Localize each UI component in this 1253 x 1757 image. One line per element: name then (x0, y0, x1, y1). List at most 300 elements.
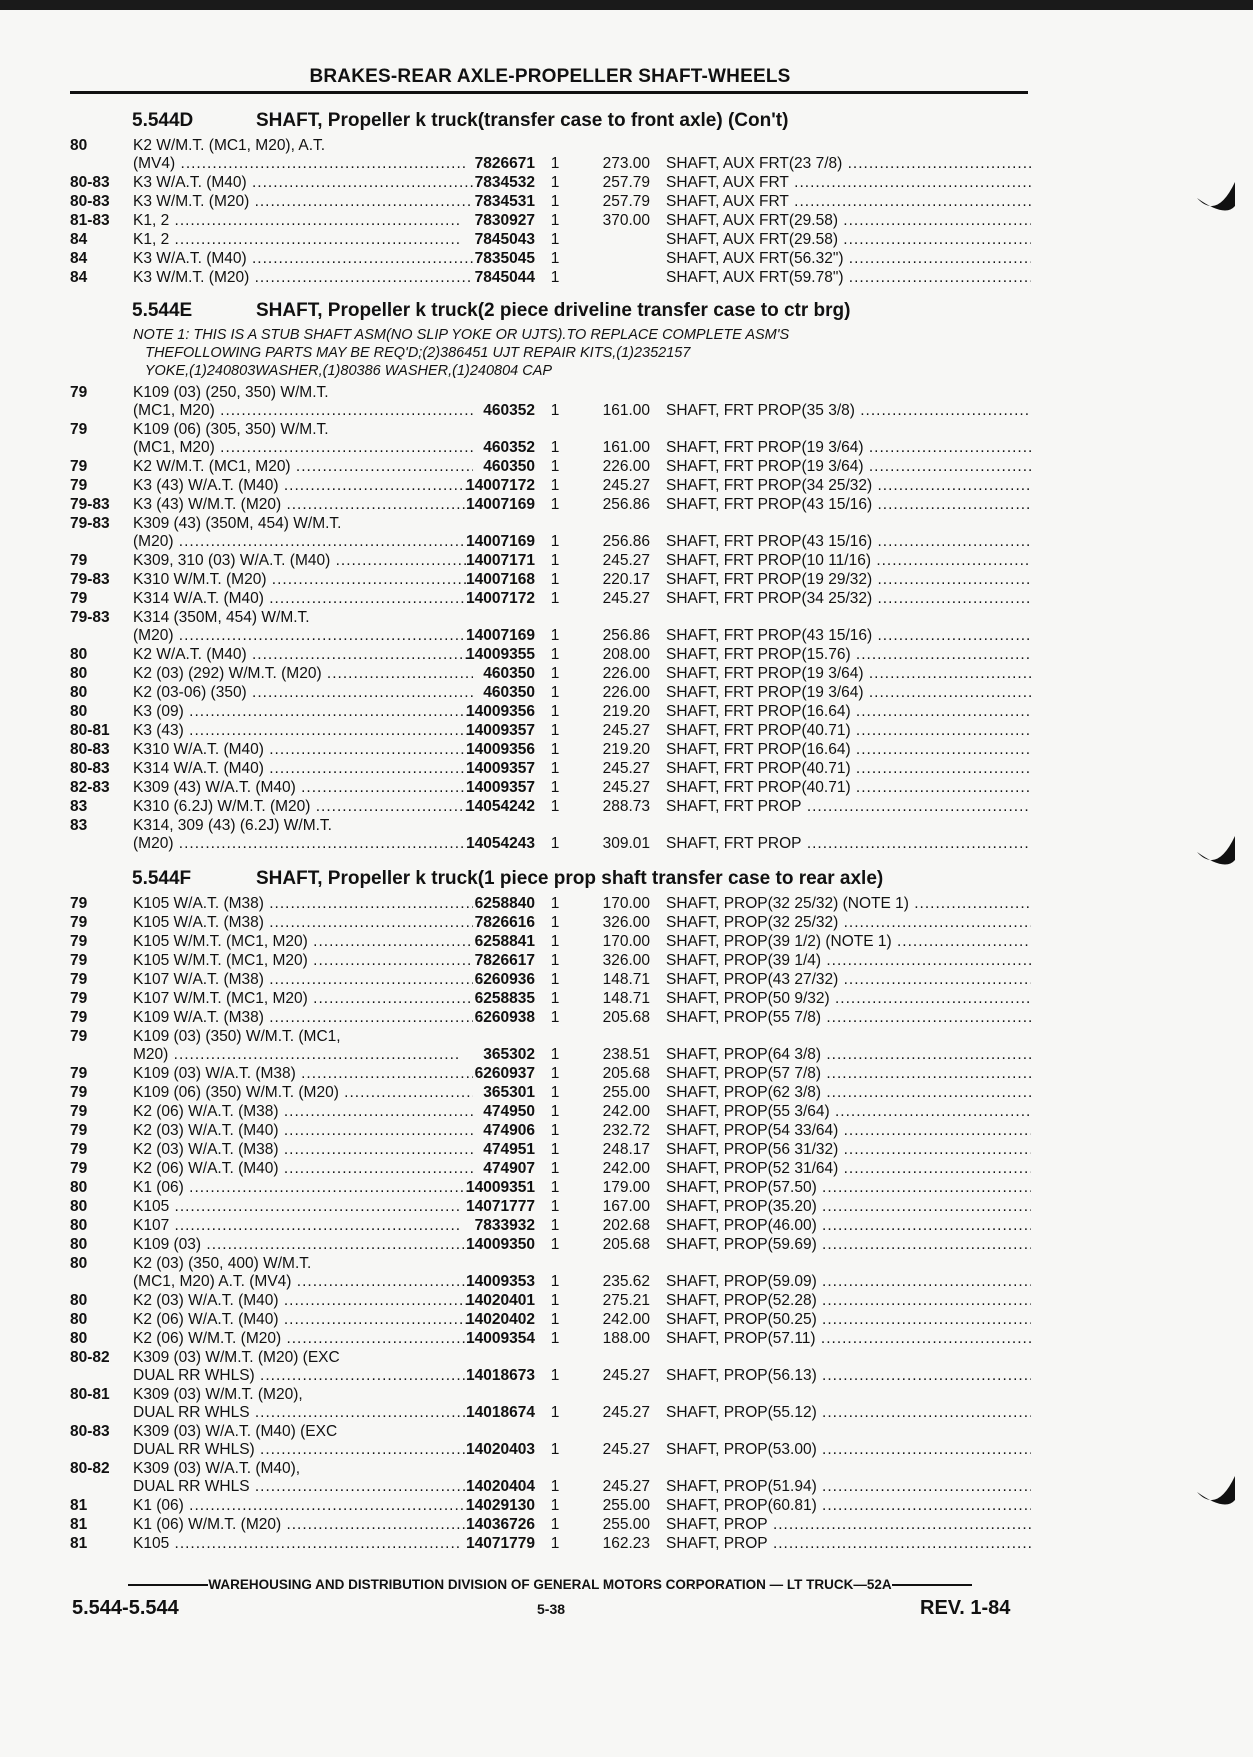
application-desc: (MC1, M20) ..... (133, 438, 473, 457)
parts-row (70, 778, 1030, 797)
application-desc: K309 (43) W/A.T. (M40) ..... (133, 778, 473, 797)
part-number: 460350 (483, 458, 535, 475)
price: 245.27 (602, 1404, 650, 1421)
model-year: 79 (70, 552, 88, 569)
section-title: SHAFT, Propeller k truck(2 piece driveline transfer case to ctr brg) (256, 300, 851, 321)
part-number: 14009355 (466, 646, 535, 663)
quantity: 1 (550, 914, 560, 931)
parts-row (70, 1064, 1030, 1083)
price: 248.17 (602, 1141, 650, 1158)
model-year: 80 (70, 703, 88, 720)
parts-row (70, 401, 1030, 420)
parts-row (70, 192, 1030, 211)
model-year: 80-81 (70, 1386, 110, 1403)
quantity: 1 (550, 665, 560, 682)
part-name: SHAFT, FRT PROP(19 3/64) ..... (666, 438, 1031, 457)
model-year: 79-83 (70, 609, 110, 626)
parts-row (70, 1310, 1030, 1329)
parts-row (70, 1385, 1030, 1403)
parts-row (70, 1008, 1030, 1027)
quantity: 1 (550, 971, 560, 988)
quantity: 1 (550, 1236, 560, 1253)
model-year: 82-83 (70, 779, 110, 796)
application-desc: K105 W/A.T. (M38) ..... (133, 894, 473, 913)
parts-row (70, 970, 1030, 989)
part-name: SHAFT, AUX FRT ..... (666, 173, 1031, 192)
quantity: 1 (550, 1311, 560, 1328)
quantity: 1 (550, 1497, 560, 1514)
parts-row (70, 457, 1030, 476)
price: 256.86 (602, 533, 650, 550)
price: 255.00 (602, 1516, 650, 1533)
application-desc: K2 (03-06) (350) ..... (133, 683, 473, 702)
quantity: 1 (550, 571, 560, 588)
application-desc: (MC1, M20) A.T. (MV4) ..... (133, 1272, 473, 1291)
application-desc: K2 (03) (350, 400) W/M.T. (133, 1255, 312, 1272)
quantity: 1 (550, 952, 560, 969)
part-number: 14007169 (466, 533, 535, 550)
part-name: SHAFT, PROP(52 31/64) ..... (666, 1159, 1031, 1178)
price: 170.00 (602, 933, 650, 950)
parts-row (70, 951, 1030, 970)
quantity: 1 (550, 269, 560, 286)
parts-row (70, 551, 1030, 570)
application-desc: K3 (43) W/M.T. (M20) ..... (133, 495, 473, 514)
footer-publisher (70, 1577, 1030, 1592)
model-year: 79 (70, 990, 88, 1007)
section-code: 5.544F (132, 868, 192, 889)
quantity: 1 (550, 231, 560, 248)
application-desc: K107 W/M.T. (MC1, M20) ..... (133, 989, 473, 1008)
price: 208.00 (602, 646, 650, 663)
quantity: 1 (550, 193, 560, 210)
model-year: 79 (70, 1103, 88, 1120)
application-desc: K314, 309 (43) (6.2J) W/M.T. (133, 817, 332, 834)
model-year: 83 (70, 817, 88, 834)
part-number: 460352 (483, 402, 535, 419)
part-number: 14009356 (466, 741, 535, 758)
binder-hole-icon (1195, 830, 1239, 874)
model-year: 80-83 (70, 760, 110, 777)
parts-row (70, 268, 1030, 287)
application-desc: K3 W/M.T. (M20) ..... (133, 192, 473, 211)
part-number: 6260938 (474, 1009, 535, 1026)
application-desc: K310 W/M.T. (M20) ..... (133, 570, 473, 589)
model-year: 81 (70, 1516, 88, 1533)
quantity: 1 (550, 496, 560, 513)
model-year: 79 (70, 1141, 88, 1158)
parts-row (70, 1496, 1030, 1515)
part-name: SHAFT, PROP(35.20) ..... (666, 1197, 1031, 1216)
part-name: SHAFT, PROP(50 9/32) ..... (666, 989, 1031, 1008)
price: 275.21 (602, 1292, 650, 1309)
parts-row (70, 1102, 1030, 1121)
quantity: 1 (550, 439, 560, 456)
part-number: 14007169 (466, 496, 535, 513)
application-desc: K2 (06) W/M.T. (M20) ..... (133, 1329, 473, 1348)
parts-row (70, 1027, 1030, 1045)
application-desc: K2 (03) (292) W/M.T. (M20) ..... (133, 664, 473, 683)
parts-row (70, 1197, 1030, 1216)
quantity: 1 (550, 1292, 560, 1309)
model-year: 79-83 (70, 571, 110, 588)
part-name: SHAFT, FRT PROP(43 15/16) ..... (666, 532, 1031, 551)
binder-hole-icon (1195, 176, 1239, 220)
model-year: 79 (70, 933, 88, 950)
application-desc: K109 W/A.T. (M38) ..... (133, 1008, 473, 1027)
model-year: 79 (70, 590, 88, 607)
price: 238.51 (602, 1046, 650, 1063)
part-name: SHAFT, PROP(57.50) ..... (666, 1178, 1031, 1197)
parts-row (70, 1121, 1030, 1140)
model-year: 79 (70, 384, 88, 401)
parts-row (70, 1045, 1030, 1064)
price: 245.27 (602, 722, 650, 739)
parts-row (70, 249, 1030, 268)
quantity: 1 (550, 1122, 560, 1139)
part-name: SHAFT, PROP(55 3/64) ..... (666, 1102, 1031, 1121)
part-number: 6258840 (474, 895, 535, 912)
parts-row (70, 1083, 1030, 1102)
part-number: 14009357 (466, 760, 535, 777)
quantity: 1 (550, 250, 560, 267)
application-desc: K1 (06) ..... (133, 1178, 473, 1197)
part-number: 14029130 (466, 1497, 535, 1514)
part-number: 14018673 (466, 1367, 535, 1384)
parts-row (70, 894, 1030, 913)
part-name: SHAFT, FRT PROP ..... (666, 797, 1031, 816)
part-name: SHAFT, PROP(53.00) ..... (666, 1440, 1031, 1459)
part-number: 6260936 (474, 971, 535, 988)
model-year: 79 (70, 914, 88, 931)
parts-row (70, 740, 1030, 759)
part-number: 14020403 (466, 1441, 535, 1458)
part-name: SHAFT, FRT PROP(16.64) ..... (666, 740, 1031, 759)
model-year: 80 (70, 1179, 88, 1196)
model-year: 80 (70, 1217, 88, 1234)
part-number: 7826617 (474, 952, 535, 969)
section-5-544e (70, 298, 1030, 853)
price: 242.00 (602, 1311, 650, 1328)
section-title: SHAFT, Propeller k truck(transfer case to front axle) (Con't) (256, 110, 789, 131)
parts-row (70, 1216, 1030, 1235)
quantity: 1 (550, 933, 560, 950)
quantity: 1 (550, 760, 560, 777)
part-number: 14009356 (466, 703, 535, 720)
part-name: SHAFT, FRT PROP(43 15/16) ..... (666, 495, 1031, 514)
part-number: 474950 (483, 1103, 535, 1120)
price: 257.79 (602, 193, 650, 210)
model-year: 84 (70, 231, 88, 248)
part-number: 7835045 (474, 250, 535, 267)
part-name: SHAFT, FRT PROP(40.71) ..... (666, 721, 1031, 740)
application-desc: K1, 2 ..... (133, 230, 473, 249)
part-name: SHAFT, PROP(64 3/8) ..... (666, 1045, 1031, 1064)
section-heading (70, 298, 1030, 326)
price: 255.00 (602, 1497, 650, 1514)
part-name: SHAFT, PROP(39 1/4) ..... (666, 951, 1031, 970)
part-number: 14009357 (466, 779, 535, 796)
part-number: 474907 (483, 1160, 535, 1177)
part-name: SHAFT, PROP(32 25/32) (NOTE 1) ..... (666, 894, 1031, 913)
part-number: 14054243 (466, 835, 535, 852)
parts-row (70, 913, 1030, 932)
application-desc: M20) ..... (133, 1045, 473, 1064)
application-desc: K109 (03) (250, 350) W/M.T. (133, 384, 329, 401)
price: 226.00 (602, 684, 650, 701)
quantity: 1 (550, 1065, 560, 1082)
application-desc: K309 (03) W/M.T. (M20), (133, 1386, 303, 1403)
parts-row (70, 211, 1030, 230)
model-year: 80 (70, 1255, 88, 1272)
quantity: 1 (550, 1103, 560, 1120)
parts-row (70, 1272, 1030, 1291)
application-desc: K3 W/A.T. (M40) ..... (133, 173, 473, 192)
part-number: 7834531 (474, 193, 535, 210)
part-name: SHAFT, AUX FRT ..... (666, 192, 1031, 211)
parts-row (70, 1534, 1030, 1553)
price: 245.27 (602, 760, 650, 777)
part-number: 7830927 (474, 212, 535, 229)
parts-row (70, 1459, 1030, 1477)
parts-row (70, 1422, 1030, 1440)
price: 167.00 (602, 1198, 650, 1215)
model-year: 84 (70, 269, 88, 286)
part-name: SHAFT, FRT PROP(19 3/64) ..... (666, 664, 1031, 683)
price: 245.27 (602, 1367, 650, 1384)
quantity: 1 (550, 1441, 560, 1458)
quantity: 1 (550, 533, 560, 550)
price: 288.73 (602, 798, 650, 815)
part-name: SHAFT, PROP(43 27/32) ..... (666, 970, 1031, 989)
application-desc: K109 (03) ..... (133, 1235, 473, 1254)
application-desc: K1 (06) W/M.T. (M20) ..... (133, 1515, 473, 1534)
application-desc: (M20) ..... (133, 834, 473, 853)
part-number: 474951 (483, 1141, 535, 1158)
price: 161.00 (602, 439, 650, 456)
application-desc: K309 (03) W/M.T. (M20) (EXC (133, 1349, 340, 1366)
part-number: 7833932 (474, 1217, 535, 1234)
quantity: 1 (550, 1046, 560, 1063)
part-number: 7834532 (474, 174, 535, 191)
quantity: 1 (550, 1217, 560, 1234)
quantity: 1 (550, 155, 560, 172)
price: 205.68 (602, 1236, 650, 1253)
part-name: SHAFT, FRT PROP(34 25/32) ..... (666, 589, 1031, 608)
quantity: 1 (550, 646, 560, 663)
part-name: SHAFT, PROP(51.94) ..... (666, 1477, 1031, 1496)
model-year: 80-83 (70, 174, 110, 191)
part-name: SHAFT, FRT PROP(19 3/64) ..... (666, 457, 1031, 476)
application-desc: K310 (6.2J) W/M.T. (M20) ..... (133, 797, 473, 816)
price: 226.00 (602, 458, 650, 475)
model-year: 81 (70, 1497, 88, 1514)
quantity: 1 (550, 895, 560, 912)
application-desc: DUAL RR WHLS) ..... (133, 1366, 473, 1385)
parts-row (70, 932, 1030, 951)
quantity: 1 (550, 1198, 560, 1215)
parts-row (70, 702, 1030, 721)
part-name: SHAFT, PROP(52.28) ..... (666, 1291, 1031, 1310)
parts-row (70, 721, 1030, 740)
parts-row (70, 834, 1030, 853)
price: 326.00 (602, 914, 650, 931)
parts-row (70, 608, 1030, 626)
price: 242.00 (602, 1103, 650, 1120)
price: 205.68 (602, 1009, 650, 1026)
price: 205.68 (602, 1065, 650, 1082)
application-desc: K310 W/A.T. (M40) ..... (133, 740, 473, 759)
part-number: 460352 (483, 439, 535, 456)
model-year: 79 (70, 971, 88, 988)
model-year: 79 (70, 1028, 88, 1045)
parts-row (70, 230, 1030, 249)
quantity: 1 (550, 1535, 560, 1552)
parts-row (70, 1515, 1030, 1534)
model-year: 80 (70, 1198, 88, 1215)
model-year: 80-82 (70, 1460, 110, 1477)
part-name: SHAFT, FRT PROP(35 3/8) ..... (666, 401, 1031, 420)
part-number: 14007172 (466, 477, 535, 494)
part-name: SHAFT, PROP(50.25) ..... (666, 1310, 1031, 1329)
parts-row (70, 664, 1030, 683)
quantity: 1 (550, 458, 560, 475)
quantity: 1 (550, 477, 560, 494)
price: 235.62 (602, 1273, 650, 1290)
model-year: 80 (70, 1236, 88, 1253)
application-desc: K105 ..... (133, 1534, 473, 1553)
parts-row (70, 1440, 1030, 1459)
application-desc: K109 (03) (350) W/M.T. (MC1, (133, 1028, 341, 1045)
parts-row (70, 438, 1030, 457)
application-desc: K107 ..... (133, 1216, 473, 1235)
application-desc: K2 (03) W/A.T. (M40) ..... (133, 1291, 473, 1310)
application-desc: K3 W/M.T. (M20) ..... (133, 268, 473, 287)
parts-row (70, 816, 1030, 834)
quantity: 1 (550, 990, 560, 1007)
application-desc: K2 W/A.T. (M40) ..... (133, 645, 473, 664)
parts-row (70, 797, 1030, 816)
part-number: 14018674 (466, 1404, 535, 1421)
price: 179.00 (602, 1179, 650, 1196)
model-year: 80 (70, 137, 88, 154)
quantity: 1 (550, 1478, 560, 1495)
model-year: 81 (70, 1535, 88, 1552)
price: 188.00 (602, 1330, 650, 1347)
part-name: SHAFT, FRT PROP(16.64) ..... (666, 702, 1031, 721)
quantity: 1 (550, 1084, 560, 1101)
price: 226.00 (602, 665, 650, 682)
application-desc: K309, 310 (03) W/A.T. (M40) ..... (133, 551, 473, 570)
quantity: 1 (550, 552, 560, 569)
part-number: 14020401 (466, 1292, 535, 1309)
parts-row (70, 989, 1030, 1008)
parts-row (70, 514, 1030, 532)
header-rule (70, 91, 1028, 94)
part-number: 14007168 (466, 571, 535, 588)
price: 202.68 (602, 1217, 650, 1234)
application-desc: K109 (06) (305, 350) W/M.T. (133, 421, 329, 438)
part-name: SHAFT, AUX FRT(56.32") ..... (666, 249, 1031, 268)
model-year: 80 (70, 1292, 88, 1309)
application-desc: K109 (06) (350) W/M.T. (M20) ..... (133, 1083, 473, 1102)
quantity: 1 (550, 1009, 560, 1026)
application-desc: K314 W/A.T. (M40) ..... (133, 759, 473, 778)
parts-row (70, 1140, 1030, 1159)
part-number: 474906 (483, 1122, 535, 1139)
part-number: 14071779 (466, 1535, 535, 1552)
quantity: 1 (550, 174, 560, 191)
price: 148.71 (602, 990, 650, 1007)
price: 220.17 (602, 571, 650, 588)
part-number: 14007171 (466, 552, 535, 569)
parts-row (70, 495, 1030, 514)
part-name: SHAFT, FRT PROP(40.71) ..... (666, 778, 1031, 797)
model-year: 79 (70, 1065, 88, 1082)
parts-row (70, 383, 1030, 401)
part-name: SHAFT, FRT PROP(43 15/16) ..... (666, 626, 1031, 645)
part-name: SHAFT, FRT PROP(34 25/32) ..... (666, 476, 1031, 495)
application-desc: DUAL RR WHLS ..... (133, 1477, 473, 1496)
application-desc: DUAL RR WHLS) ..... (133, 1440, 473, 1459)
application-desc: (M20) ..... (133, 532, 473, 551)
part-name: SHAFT, PROP(57.11) ..... (666, 1329, 1031, 1348)
footer-page-number: 5-38 (537, 1601, 566, 1617)
part-number: 365301 (483, 1084, 535, 1101)
application-desc: K314 W/A.T. (M40) ..... (133, 589, 473, 608)
price: 245.27 (602, 1478, 650, 1495)
quantity: 1 (550, 590, 560, 607)
parts-row (70, 1477, 1030, 1496)
price: 219.20 (602, 703, 650, 720)
model-year: 80-83 (70, 193, 110, 210)
application-desc: K309 (43) (350M, 454) W/M.T. (133, 515, 342, 532)
model-year: 79 (70, 421, 88, 438)
parts-row (70, 1366, 1030, 1385)
quantity: 1 (550, 684, 560, 701)
model-year: 80-81 (70, 722, 110, 739)
application-desc: K105 ..... (133, 1197, 473, 1216)
model-year: 79 (70, 458, 88, 475)
application-desc: K3 (09) ..... (133, 702, 473, 721)
model-year: 79 (70, 1160, 88, 1177)
model-year: 80-83 (70, 741, 110, 758)
price: 326.00 (602, 952, 650, 969)
price: 309.01 (602, 835, 650, 852)
part-name: SHAFT, FRT PROP ..... (666, 834, 1031, 853)
model-year: 81-83 (70, 212, 110, 229)
quantity: 1 (550, 741, 560, 758)
parts-row (70, 154, 1030, 173)
parts-row (70, 626, 1030, 645)
part-name: SHAFT, PROP(62 3/8) ..... (666, 1083, 1031, 1102)
part-name: SHAFT, AUX FRT(59.78") ..... (666, 268, 1031, 287)
part-number: 14009357 (466, 722, 535, 739)
application-desc: K2 W/M.T. (MC1, M20) ..... (133, 457, 473, 476)
section-title: SHAFT, Propeller k truck(1 piece prop shaft transfer case to rear axle) (256, 868, 884, 889)
quantity: 1 (550, 798, 560, 815)
price: 245.27 (602, 590, 650, 607)
part-number: 14009354 (466, 1330, 535, 1347)
section-code: 5.544E (132, 300, 193, 321)
parts-row (70, 476, 1030, 495)
application-desc: K105 W/A.T. (M38) ..... (133, 913, 473, 932)
part-name: SHAFT, PROP(46.00) ..... (666, 1216, 1031, 1235)
part-name: SHAFT, PROP(59.09) ..... (666, 1272, 1031, 1291)
part-number: 14007169 (466, 627, 535, 644)
parts-row (70, 173, 1030, 192)
application-desc: K3 W/A.T. (M40) ..... (133, 249, 473, 268)
